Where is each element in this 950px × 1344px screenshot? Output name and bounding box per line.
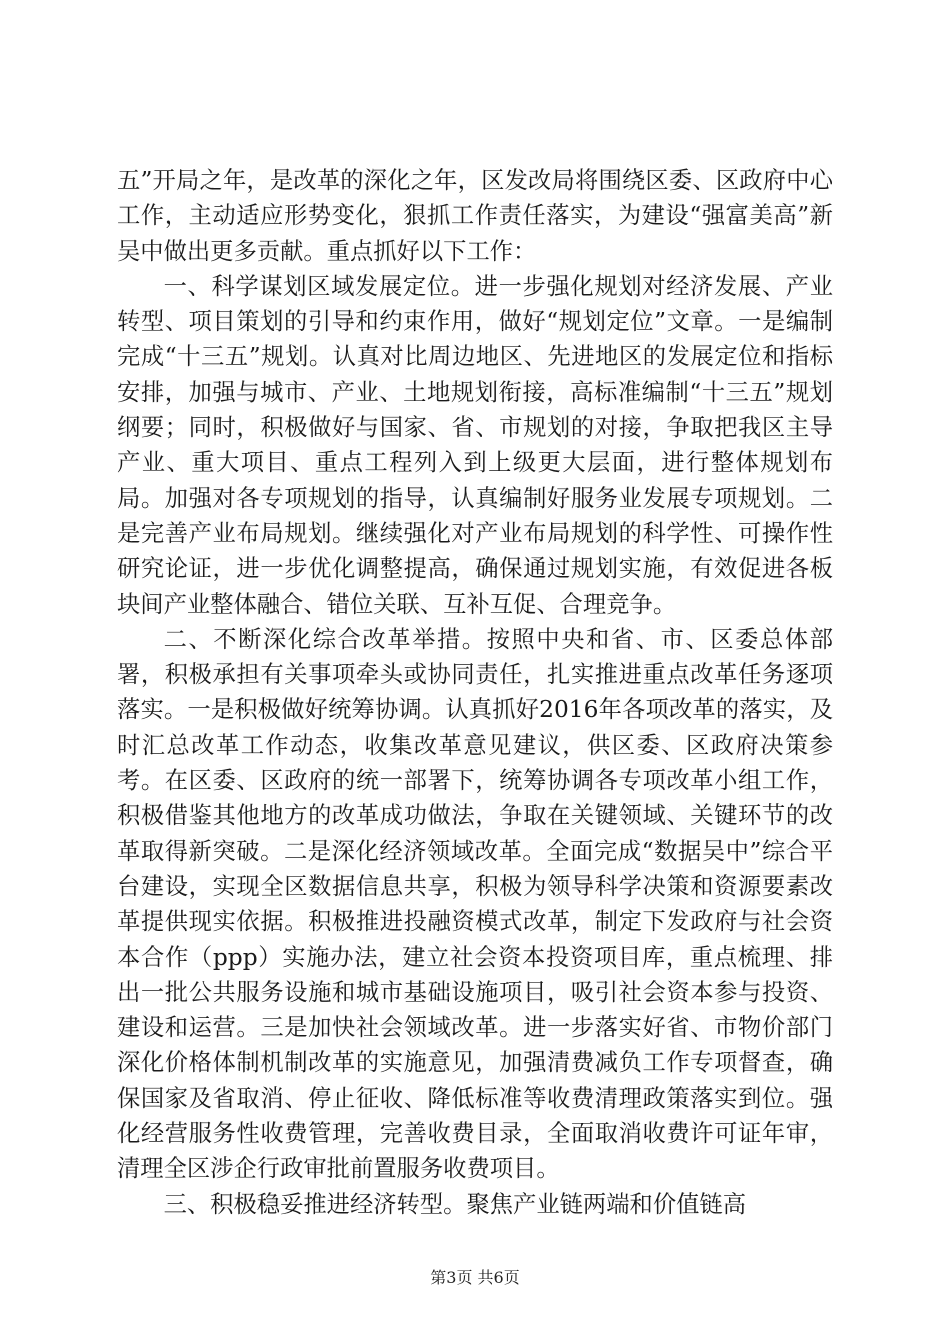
paragraph-planning: 一、科学谋划区域发展定位。进一步强化规划对经济发展、产业转型、项目策划的引导和约束作用，做好“规划定位”文章。一是编制完成“十三五”规划。认真对比周边地区、先进地区的发展定位和指标安排，加强与城市、产业、土地规划衔接，高标准编制“十三五”规划纲要；同时，积极做好与国家、省、市规划的对接，争取把我区主导产业、重大项目、重点工程列入到上级更大层面，进行整体规划布局。加强对各专项规划的指导，认真编制好服务业发展专项规划。二是完善产业布局规划。继续强化对产业布局规划的科学性、可操作性研究论证，进一步优化调整提高，确保通过规划实施，有效促进各板块间产业整体融合、错位关联、互补互促、合理竞争。 <box>117 272 833 618</box>
paragraph-reform: 二、不断深化综合改革举措。按照中央和省、市、区委总体部署，积极承担有关事项牵头或协同责任，扎实推进重点改革任务逐项落实。一是积极做好统筹协调。认真抓好2016年各项改革的落实，及时汇总改革工作动态，收集改革意见建议，供区委、区政府决策参考。在区委、区政府的统一部署下，统筹协调各专项改革小组工作，积极借鉴其他地方的改革成功做法，争取在关键领域、关键环节的改革取得新突破。二是深化经济领域改革。全面完成“数据吴中”综合平台建设，实现全区数据信息共享，积极为领导科学决策和资源要素改革提供现实依据。积极推进投融资模式改革，制定下发政府与社会资本合作（ppp）实施办法，建立社会资本投资项目库，重点梳理、排出一批公共服务设施和城市基础设施项目，吸引社会资本参与投资、建设和运营。三是加快社会领域改革。进一步落实好省、市物价部门深化价格体制机制改革的实施意见，加强清费减负工作专项督查，确保国家及省取消、停止征收、降低标准等收费清理政策落实到位。强化经营服务性收费管理，完善收费目录，全面取消收费许可证年审，清理全区涉企行政审批前置服务收费项目。 <box>117 625 833 1183</box>
document-body <box>117 163 833 1222</box>
page-footer: 第3页 共6页 <box>430 1268 520 1287</box>
paragraph-continuation: 五”开局之年，是改革的深化之年，区发改局将围绕区委、区政府中心工作，主动适应形势变化，狠抓工作责任落实，为建设“强富美高”新吴中做出更多贡献。重点抓好以下工作： <box>117 167 833 265</box>
paragraph-transformation: 三、积极稳妥推进经济转型。聚焦产业链两端和价值链高 <box>163 1190 747 1218</box>
